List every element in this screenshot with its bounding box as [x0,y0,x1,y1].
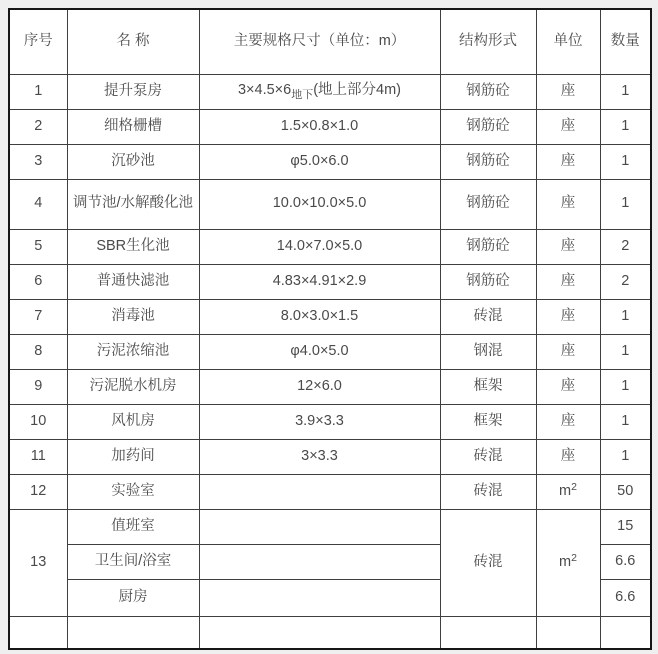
cell-unit [536,616,600,649]
unit-superscript: 2 [571,480,577,493]
cell-name: 消毒池 [67,299,199,334]
cell-name: SBR生化池 [67,229,199,264]
table-row [9,509,651,544]
cell-name: 卫生间/浴室 [67,544,199,579]
table-row [9,109,651,144]
cell-name: 提升泵房 [67,74,199,109]
cell-structure: 砖混 [440,299,536,334]
cell-no: 4 [9,179,67,229]
table-row [9,439,651,474]
cell-name: 加药间 [67,439,199,474]
cell-spec: 12×6.0 [199,369,440,404]
cell-name: 值班室 [67,509,199,544]
spec-tail: (地上部分4m) [313,81,402,98]
table-row [9,404,651,439]
cell-no: 2 [9,109,67,144]
cell-structure: 砖混 [440,439,536,474]
cell-qty: 1 [600,439,651,474]
cell-no: 8 [9,334,67,369]
cell-no: 3 [9,144,67,179]
facility-spec-table [8,8,652,650]
cell-structure: 框架 [440,404,536,439]
cell-name: 普通快滤池 [67,264,199,299]
spec-main: 3×4.5×6 [237,81,292,98]
table-row [9,144,651,179]
cell-spec [199,474,440,509]
cell-unit: 座 [536,264,600,299]
cell-structure: 钢筋砼 [440,179,536,229]
cell-qty: 6.6 [600,544,651,579]
unit-base: m [559,482,572,499]
cell-name: 调节池/水解酸化池 [67,179,199,229]
cell-spec: 3×3.3 [199,439,440,474]
cell-unit: 座 [536,109,600,144]
cell-name: 污泥浓缩池 [67,334,199,369]
cell-unit: 座 [536,229,600,264]
unit-superscript: 2 [571,551,577,564]
cell-spec [199,579,440,616]
cell-qty: 1 [600,144,651,179]
table-row [9,229,651,264]
cell-qty: 1 [600,334,651,369]
unit-base: m [559,553,572,570]
cell-qty: 1 [600,179,651,229]
cell-qty: 2 [600,264,651,299]
cell-spec: 14.0×7.0×5.0 [199,229,440,264]
cell-qty: 15 [600,509,651,544]
cell-no: 1 [9,74,67,109]
table-row [9,334,651,369]
cell-unit: 座 [536,299,600,334]
cell-structure [440,616,536,649]
table-row [9,74,651,109]
cell-unit: 座 [536,404,600,439]
column-header-structure: 结构形式 [440,9,536,74]
cell-spec: 1.5×0.8×1.0 [199,109,440,144]
cell-structure-merged: 砖混 [440,509,536,616]
cell-spec: 8.0×3.0×1.5 [199,299,440,334]
cell-spec: 10.0×10.0×5.0 [199,179,440,229]
cell-unit: 座 [536,334,600,369]
cell-spec: 4.83×4.91×2.9 [199,264,440,299]
table-row [9,299,651,334]
cell-qty: 50 [600,474,651,509]
header-row [9,9,651,74]
cell-qty: 1 [600,404,651,439]
cell-no: 12 [9,474,67,509]
cell-unit: 座 [536,439,600,474]
column-header-qty: 数量 [600,9,651,74]
cell-name: 沉砂池 [67,144,199,179]
cell-unit: 座 [536,144,600,179]
cell-spec: φ4.0×5.0 [199,334,440,369]
cell-spec [199,509,440,544]
cell-no: 10 [9,404,67,439]
cell-qty: 1 [600,299,651,334]
cell-structure: 框架 [440,369,536,404]
cell-qty: 1 [600,74,651,109]
cell-qty: 1 [600,369,651,404]
cell-spec: φ5.0×6.0 [199,144,440,179]
column-header-name: 名 称 [67,9,199,74]
spec-subscript: 地下 [291,88,314,101]
cell-name: 污泥脱水机房 [67,369,199,404]
table-row [9,474,651,509]
table-row [9,264,651,299]
cell-structure: 钢筋砼 [440,144,536,179]
cell-spec [199,616,440,649]
cell-unit: 座 [536,369,600,404]
cell-no: 11 [9,439,67,474]
cell-structure: 钢筋砼 [440,109,536,144]
column-header-spec: 主要规格尺寸（单位：m） [199,9,440,74]
cell-qty: 6.6 [600,579,651,616]
cell-structure: 钢混 [440,334,536,369]
cell-qty: 1 [600,109,651,144]
cell-unit-merged [536,509,600,616]
cell-unit: 座 [536,74,600,109]
cell-structure: 钢筋砼 [440,74,536,109]
cell-spec [199,544,440,579]
cell-qty: 2 [600,229,651,264]
cell-spec: 3.9×3.3 [199,404,440,439]
cell-no: 9 [9,369,67,404]
column-header-no: 序号 [9,9,67,74]
cell-structure: 砖混 [440,474,536,509]
cell-name: 厨房 [67,579,199,616]
cell-unit [536,474,600,509]
cell-no [9,616,67,649]
cell-name: 风机房 [67,404,199,439]
table-row [9,369,651,404]
cell-qty [600,616,651,649]
cell-name [67,616,199,649]
cell-structure: 钢筋砼 [440,229,536,264]
cell-no: 6 [9,264,67,299]
cell-unit: 座 [536,179,600,229]
cell-no-merged: 13 [9,509,67,616]
table-row [9,179,651,229]
cell-no: 7 [9,299,67,334]
column-header-unit: 单位 [536,9,600,74]
cell-structure: 钢筋砼 [440,264,536,299]
cell-name: 细格栅槽 [67,109,199,144]
table-row-empty [9,616,651,649]
cell-spec [199,74,440,109]
cell-no: 5 [9,229,67,264]
cell-name: 实验室 [67,474,199,509]
